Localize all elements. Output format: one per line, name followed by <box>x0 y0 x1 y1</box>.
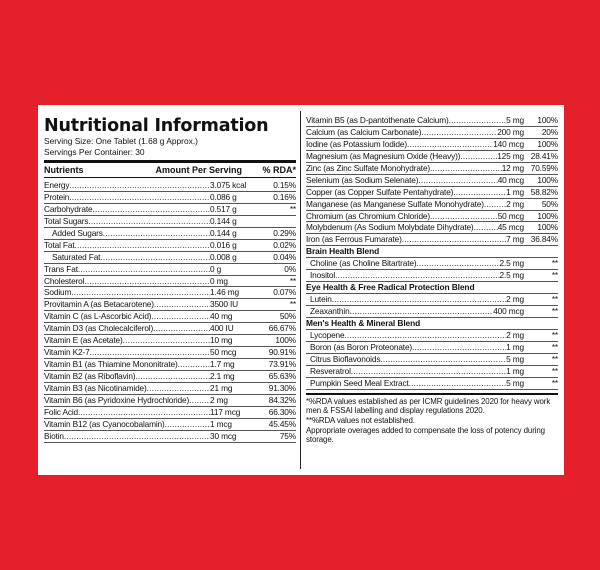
nutrient-row <box>306 330 558 342</box>
nutrient-rda: ** <box>551 365 558 376</box>
dot-leader <box>74 240 210 251</box>
nutrient-amount: 1 mcg <box>210 418 232 429</box>
nutrient-row <box>44 287 296 299</box>
blend-items <box>306 294 558 318</box>
nutrient-row <box>306 342 558 354</box>
nutrient-name: Calcium (as Calcium Carbonate) <box>306 126 422 137</box>
nutrient-row <box>44 192 296 204</box>
nutrient-rows-right <box>306 115 558 246</box>
dot-leader <box>78 407 210 418</box>
dot-leader <box>474 222 498 233</box>
nutrient-row <box>44 240 296 252</box>
blend-items <box>306 330 558 390</box>
nutrient-row <box>306 294 558 306</box>
nutrient-amount: 2.5 mg <box>499 258 524 269</box>
nutrient-amount: 140 mcg <box>493 138 524 149</box>
nutrient-name: Resveratrol <box>310 365 351 376</box>
nutrient-amount: 30 mcg <box>210 430 237 441</box>
nutrient-amount: 0.144 g <box>210 227 237 238</box>
nutrient-rda: 58.82% <box>530 186 558 197</box>
nutrient-amount: 0.086 g <box>210 191 237 202</box>
nutrient-amount: 50 mcg <box>210 347 237 358</box>
nutrient-amount: 45 mcg <box>497 222 524 233</box>
nutrient-row <box>44 431 296 443</box>
nutrient-amount: 117 mcg <box>210 406 241 417</box>
nutrient-rda: ** <box>551 270 558 281</box>
nutrient-name: Vitamin D3 (as Cholecalciferol) <box>44 323 154 334</box>
nutrient-rda: 100% <box>275 335 296 346</box>
header-nutrients: Nutrients <box>44 165 84 175</box>
dot-leader <box>453 187 506 198</box>
nutrient-row <box>306 139 558 151</box>
nutrient-name: Magnesium (as Magnesium Oxide (Heavy)) <box>306 150 461 161</box>
dot-leader <box>380 354 506 365</box>
dot-leader <box>153 323 210 334</box>
dot-leader <box>103 228 210 239</box>
dot-leader <box>178 359 210 370</box>
nutrient-amount: 0 mg <box>210 275 228 286</box>
nutrient-row <box>306 222 558 234</box>
nutrient-row <box>306 366 558 378</box>
nutrient-name: Lycopene <box>310 330 345 341</box>
nutrient-name: Vitamin B5 (as D-pantothenate Calcium) <box>306 115 449 125</box>
nutrient-row <box>44 323 296 335</box>
nutrient-amount: 1 mg <box>506 186 524 197</box>
nutrient-rda: 0.04% <box>273 251 296 262</box>
nutrient-rda: 0.15% <box>273 180 296 190</box>
nutrient-amount: 5 mg <box>506 377 524 388</box>
nutrient-name: Lutein <box>310 294 332 305</box>
nutrient-amount: 50 mcg <box>497 210 524 221</box>
nutrient-amount: 0.517 g <box>210 203 237 214</box>
nutrient-row <box>306 258 558 270</box>
dot-leader <box>100 252 210 263</box>
nutrient-row <box>306 378 558 390</box>
header-amount: Amount Per Serving <box>155 165 242 175</box>
nutrient-row <box>44 383 296 395</box>
nutrient-row <box>306 354 558 366</box>
nutrient-amount: 12 mg <box>501 162 524 173</box>
nutrient-rda: 20% <box>541 126 558 137</box>
nutrient-name: Chromium (as Chromium Chloride) <box>306 210 430 221</box>
nutrient-name: Trans Fat <box>44 263 78 274</box>
nutrient-name: Vitamin C (as L-Ascorbic Acid) <box>44 311 152 322</box>
nutrient-rda: ** <box>551 294 558 305</box>
nutrient-row <box>306 151 558 163</box>
nutrient-row <box>44 216 296 228</box>
dot-leader <box>64 431 210 442</box>
nutrient-row <box>306 127 558 139</box>
nutrient-rda: 0% <box>284 263 296 274</box>
nutrient-rda: 0.07% <box>273 287 296 298</box>
nutrient-row <box>306 234 558 246</box>
nutrient-amount: 0 g <box>210 263 222 274</box>
nutrient-rda: 66.30% <box>268 406 296 417</box>
nutrient-row <box>306 115 558 127</box>
footnote-line: Appropriate overages added to compensate the loss of potency during storage. <box>306 425 545 445</box>
nutrient-row <box>44 180 296 192</box>
dot-leader <box>332 294 506 305</box>
dot-leader <box>402 234 506 245</box>
nutrient-row <box>306 211 558 223</box>
dot-leader <box>69 180 210 191</box>
dot-leader <box>351 366 506 377</box>
nutrient-rda: 100% <box>537 222 558 233</box>
nutrient-name: Inositol <box>310 270 336 281</box>
nutrient-row <box>44 252 296 264</box>
dot-leader <box>430 211 498 222</box>
nutrient-name: Total Fat <box>44 239 75 250</box>
blend-title: Men's Health & Mineral Blend <box>306 318 558 330</box>
nutrient-row <box>306 270 558 282</box>
nutrient-name: Vitamin B2 (as Riboflavin) <box>44 371 136 381</box>
nutrient-amount: 1.46 mg <box>210 287 239 298</box>
nutrient-rda: ** <box>289 299 296 310</box>
nutrient-row <box>306 199 558 211</box>
dot-leader <box>154 299 210 310</box>
nutrient-name: Manganese (as Manganese Sulfate Monohydrate) <box>306 198 484 209</box>
nutrient-name: Biotin <box>44 430 64 441</box>
nutrient-row <box>44 228 296 240</box>
nutrient-amount: 0.144 g <box>210 215 237 226</box>
dot-leader <box>189 395 210 406</box>
nutrition-label <box>38 105 564 475</box>
nutrient-row <box>44 299 296 311</box>
label-left-column <box>44 117 296 443</box>
nutrient-name: Vitamin B12 (as Cyanocobalamin) <box>44 418 165 429</box>
nutrient-name: Cholesterol <box>44 275 85 286</box>
nutrient-rda: 70.59% <box>530 162 558 173</box>
dot-leader <box>344 330 506 341</box>
nutrient-amount: 2.5 mg <box>499 270 524 281</box>
nutrient-rows-left <box>44 180 296 443</box>
nutrient-name: Protein <box>44 191 70 202</box>
footnote-line: *%RDA values established as per ICMR guidelines 2020 for heavy work men & FSSAI labelling and display regulations 2020. <box>306 396 551 416</box>
nutrient-name: Pumpkin Seed Meal Extract <box>310 377 409 388</box>
nutrient-rda: 100% <box>537 210 558 221</box>
dot-leader <box>449 115 507 126</box>
dot-leader <box>407 139 493 150</box>
nutrient-amount: 5 mg <box>506 115 524 125</box>
column-divider <box>300 111 301 469</box>
nutrient-name: Carbohydrate <box>44 203 93 214</box>
servings-per-container: Servings Per Container: 30 <box>44 147 145 157</box>
nutrient-name: Boron (as Boron Proteonate) <box>310 342 413 352</box>
nutrient-rda: 100% <box>537 174 558 185</box>
nutrient-name: Added Sugars <box>52 227 103 238</box>
nutrient-name: Iodine (as Potassium Iodide) <box>306 138 407 149</box>
nutrient-rda: ** <box>289 203 296 214</box>
nutrient-amount: 1 mg <box>506 365 524 376</box>
nutrient-row <box>44 347 296 359</box>
nutrient-name: Vitamin B3 (as Nicotinamide) <box>44 382 147 393</box>
nutrient-row <box>306 163 558 175</box>
dot-leader <box>84 276 210 287</box>
nutrient-rda: 66.67% <box>268 323 296 334</box>
dot-leader <box>484 199 506 210</box>
nutrient-row <box>306 175 558 187</box>
nutrient-amount: 2 mg <box>506 294 524 305</box>
nutrient-amount: 400 mcg <box>493 306 524 317</box>
nutrient-name: Provitamin A (as Betacarotene) <box>44 299 154 310</box>
dot-leader <box>123 335 210 346</box>
nutrient-rda: 91.30% <box>268 382 296 393</box>
dot-leader <box>78 264 210 275</box>
nutrient-name: Vitamin E (as Acetate) <box>44 335 123 346</box>
nutrient-amount: 3.075 kcal <box>210 180 247 190</box>
nutrient-row <box>306 306 558 318</box>
dot-leader <box>165 419 210 430</box>
nutrient-amount: 1 mg <box>506 342 524 352</box>
dot-leader <box>350 306 494 317</box>
blend-title: Brain Health Blend <box>306 246 558 258</box>
dot-leader <box>92 204 210 215</box>
dot-leader <box>430 163 502 174</box>
dot-leader <box>417 258 500 269</box>
nutrient-rda: ** <box>551 258 558 269</box>
nutrient-amount: 2 mg <box>210 394 228 405</box>
dot-leader <box>71 287 210 298</box>
blends-section <box>306 246 558 389</box>
footnotes <box>306 393 558 445</box>
nutrient-rda: 65.63% <box>268 371 296 381</box>
dot-leader <box>147 383 210 394</box>
nutrient-row <box>44 204 296 216</box>
header-rda: % RDA* <box>262 165 296 175</box>
nutrient-name: Citrus Bioflavonoids <box>310 353 381 364</box>
nutrient-rda: 0.02% <box>273 239 296 250</box>
nutrient-rda: ** <box>551 377 558 388</box>
dot-leader <box>421 127 497 138</box>
nutrient-amount: 21 mg <box>210 382 233 393</box>
nutrient-name: Iron (as Ferrous Fumarate) <box>306 234 402 245</box>
dot-leader <box>90 347 210 358</box>
nutrient-amount: 10 mg <box>210 335 233 346</box>
nutrient-name: Selenium (as Sodium Selenate) <box>306 174 419 185</box>
nutrient-rda: 75% <box>279 430 296 441</box>
dot-leader <box>335 270 499 281</box>
nutrient-rda: 84.32% <box>268 394 296 405</box>
blend-items <box>306 258 558 282</box>
dot-leader <box>409 378 507 389</box>
nutrient-rda: ** <box>551 353 558 364</box>
nutrient-name: Sodium <box>44 287 72 298</box>
nutrient-name: Vitamin B1 (as Thiamine Mononitrate) <box>44 359 178 370</box>
nutrient-row <box>306 187 558 199</box>
dot-leader <box>69 192 210 203</box>
nutrient-name: Energy <box>44 180 70 190</box>
table-header <box>44 160 296 178</box>
nutrient-amount: 200 mg <box>497 126 524 137</box>
nutrient-rda: 0.16% <box>273 191 296 202</box>
nutrient-row <box>44 311 296 323</box>
nutrient-rda: 28.41% <box>530 150 558 161</box>
nutrient-amount: 125 mg <box>497 150 524 161</box>
nutrient-row <box>44 371 296 383</box>
dot-leader <box>460 151 497 162</box>
nutrient-amount: 2.1 mg <box>210 371 235 381</box>
nutrient-amount: 0.016 g <box>210 239 237 250</box>
nutrient-row <box>44 264 296 276</box>
nutrient-name: Zeaxanthin <box>310 306 350 317</box>
nutrient-rda: 50% <box>541 198 558 209</box>
nutrient-row <box>44 276 296 288</box>
nutrient-name: Copper (as Copper Sulfate Pentahydrate) <box>306 186 454 197</box>
dot-leader <box>88 216 210 227</box>
nutrient-rda: 100% <box>537 138 558 149</box>
nutrient-amount: 1.7 mg <box>210 359 235 370</box>
nutrient-rda: 45.45% <box>268 418 296 429</box>
nutrient-rda: ** <box>551 342 558 352</box>
nutrient-rda: 90.91% <box>268 347 296 358</box>
nutrient-rda: 73.91% <box>268 359 296 370</box>
nutrient-amount: 2 mg <box>506 198 524 209</box>
nutrient-amount: 0.008 g <box>210 251 237 262</box>
nutrient-rda: ** <box>551 330 558 341</box>
nutrient-amount: 7 mg <box>506 234 524 245</box>
label-title: Nutritional Information <box>44 116 269 136</box>
label-right-column <box>306 115 558 445</box>
nutrient-amount: 5 mg <box>506 353 524 364</box>
nutrient-rda: 50% <box>279 311 296 322</box>
nutrient-name: Saturated Fat <box>52 251 101 262</box>
nutrient-rda: ** <box>551 306 558 317</box>
nutrient-row <box>44 359 296 371</box>
nutrient-name: Vitamin B6 (as Pyridoxine Hydrochloride) <box>44 394 190 405</box>
nutrient-amount: 3500 IU <box>210 299 239 310</box>
nutrient-amount: 40 mg <box>210 311 233 322</box>
nutrient-rda: 100% <box>537 115 558 125</box>
nutrient-name: Folic Acid <box>44 406 79 417</box>
blend-title: Eye Health & Free Radical Protection Blend <box>306 282 558 294</box>
dot-leader <box>418 175 497 186</box>
nutrient-rda: 0.29% <box>273 227 296 238</box>
dot-leader <box>135 371 210 382</box>
nutrient-name: Choline (as Choline Bitartrate) <box>310 258 417 269</box>
nutrient-amount: 400 IU <box>210 323 234 334</box>
footnote-line: **%RDA values not established. <box>306 415 415 425</box>
nutrient-row <box>44 335 296 347</box>
dot-leader <box>412 342 506 353</box>
nutrient-rda: 36.84% <box>530 234 558 245</box>
nutrient-name: Vitamin K2-7 <box>44 347 90 358</box>
nutrient-amount: 2 mg <box>506 330 524 341</box>
nutrient-rda: ** <box>289 275 296 286</box>
nutrient-row <box>44 419 296 431</box>
nutrient-name: Zinc (as Zinc Sulfate Monohydrate) <box>306 162 431 173</box>
nutrient-row <box>44 407 296 419</box>
nutrient-name: Molybdenum (As Sodium Molybdate Dihydrate) <box>306 222 474 233</box>
nutrient-amount: 40 mcg <box>497 174 524 185</box>
serving-size: Serving Size: One Tablet (1.68 g Approx.) <box>44 136 198 146</box>
nutrient-name: Total Sugars <box>44 215 89 226</box>
dot-leader <box>151 311 210 322</box>
nutrient-row <box>44 395 296 407</box>
